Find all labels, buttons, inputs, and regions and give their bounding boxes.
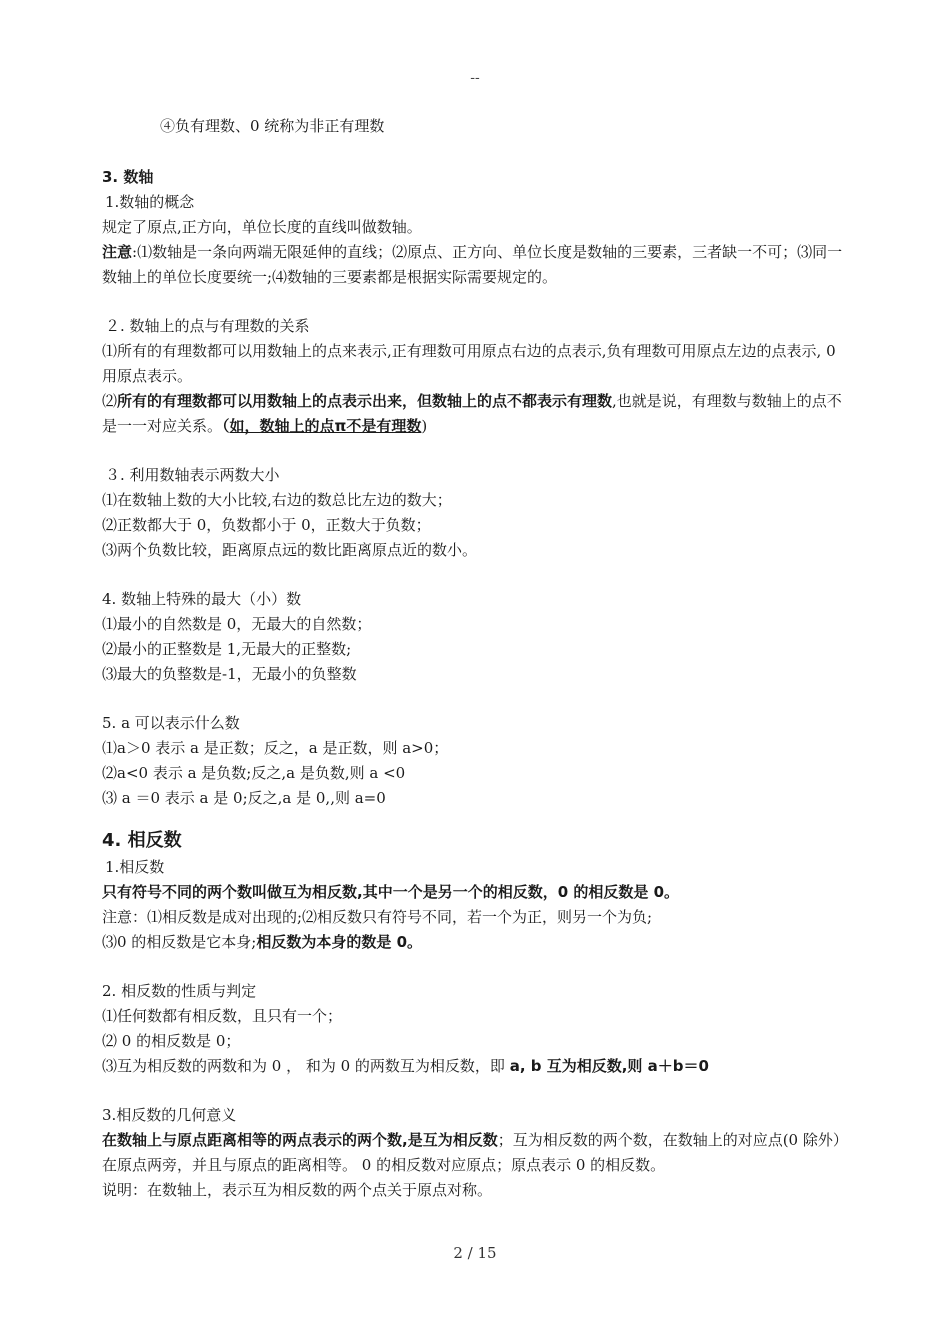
sec3-sub2-heading: ２. 数轴上的点与有理数的关系 — [105, 317, 310, 335]
sec3-sub5-heading: 5. a 可以表示什么数 — [102, 714, 240, 732]
list-item: ⑶ a ＝0 表示 a 是 0;反之,a 是 0,,则 a=0 — [102, 789, 386, 807]
section-3-title: 3. 数轴 — [102, 168, 154, 186]
sec4-sub1-note2 — [102, 930, 850, 955]
sec4-sub3-heading: 3.相反数的几何意义 — [102, 1106, 237, 1124]
list-item: ⑵a<0 表示 a 是负数;反之,a 是负数,则 a <0 — [102, 764, 406, 782]
list-item: ⑴最小的自然数是 0，无最大的自然数； — [102, 615, 372, 633]
p2-example: 如，数轴上的点π不是有理数 — [229, 417, 422, 435]
p2-prefix: ⑵ — [102, 392, 118, 410]
sec3-sub1-note — [102, 240, 850, 290]
list-item: ⑴任何数都有相反数，且只有一个； — [102, 1007, 343, 1025]
sec3-sub1-definition: 规定了原点,正方向，单位长度的直线叫做数轴。 — [102, 218, 422, 236]
intro-line: ④负有理数、0 统称为非正有理数 — [160, 117, 385, 135]
note-label: 注意 — [102, 243, 133, 261]
page-number: 2 / 15 — [453, 1244, 497, 1262]
list-item: ⑵正数都大于 0，负数都小于 0，正数大于负数； — [102, 516, 431, 534]
note-text: :⑴数轴是一条向两端无限延伸的直线；⑵原点、正方向、单位长度是数轴的三要素，三者缺一不可；⑶同一数轴上的单位长度要统一;⑷数轴的三要素都是根据实际需要规定的。 — [102, 243, 843, 286]
list-item: ⑵ 0 的相反数是 0； — [102, 1032, 241, 1050]
list-item: ⑴a＞0 表示 a 是正数；反之，a 是正数，则 a>0； — [102, 739, 449, 757]
item3-plain: ⑶互为相反数的两数和为 0 ， 和为 0 的两数互为相反数，即 — [102, 1057, 510, 1075]
sub3-plain: ；互为相反数的两个数，在数轴上的对应点(0 除外）在原点两旁，并且与原点的距离相等。 0 的相反数对应原点；原点表示 0 的相反数。 — [102, 1131, 848, 1174]
p2-paren-open: （ — [222, 417, 230, 435]
sec4-sub3-explanation: 说明：在数轴上，表示互为相反数的两个点关于原点对称。 — [102, 1181, 493, 1199]
p2-bold: 所有的有理数都可以用数轴上的点表示出来，但数轴上的点不都表示有理数 — [117, 392, 613, 410]
sec3-sub2-p2 — [102, 389, 850, 439]
sec4-sub3-paragraph — [102, 1128, 850, 1178]
header-mark: -- — [470, 70, 480, 86]
sec4-sub1-definition: 只有符号不同的两个数叫做互为相反数,其中一个是另一个的相反数，0 的相反数是 0。 — [102, 883, 680, 901]
sec4-sub1-heading: 1.相反数 — [105, 858, 165, 876]
list-item — [102, 1054, 850, 1079]
note2-plain: ⑶0 的相反数是它本身; — [102, 933, 257, 951]
list-item: ⑵最小的正整数是 1,无最大的正整数; — [102, 640, 352, 658]
sub3-bold: 在数轴上与原点距离相等的两点表示的两个数,是互为相反数 — [102, 1131, 498, 1149]
sec3-sub1-heading: 1.数轴的概念 — [105, 193, 195, 211]
page-content — [102, 114, 850, 1203]
sec3-sub2-p1: ⑴所有的有理数都可以用数轴上的点来表示,正有理数可用原点右边的点表示,负有理数可用原点左边的点表示, 0 用原点表示。 — [102, 342, 836, 385]
sec3-sub4-heading: 4. 数轴上特殊的最大（小）数 — [102, 590, 302, 608]
sec4-sub1-note1: 注意：⑴相反数是成对出现的;⑵相反数只有符号不同，若一个为正，则另一个为负; — [102, 908, 653, 926]
sec4-sub2-heading: 2. 相反数的性质与判定 — [102, 982, 257, 1000]
p2-mid: ,也就是说，有理数与数轴上的点不是一一对应关系。 — [102, 392, 842, 435]
sec3-sub3-heading: ３. 利用数轴表示两数大小 — [105, 466, 280, 484]
list-item: ⑶最大的负整数是-1，无最小的负整数 — [102, 665, 357, 683]
list-item: ⑶两个负数比较，距离原点远的数比距离原点近的数小。 — [102, 541, 478, 559]
note2-bold: 相反数为本身的数是 0。 — [256, 933, 423, 951]
item3-bold: a, b 互为相反数,则 a＋b＝0 — [509, 1057, 709, 1075]
section-4-title: 4. 相反数 — [102, 830, 182, 851]
p2-paren-close: ) — [421, 417, 428, 435]
list-item: ⑴在数轴上数的大小比较,右边的数总比左边的数大； — [102, 491, 452, 509]
